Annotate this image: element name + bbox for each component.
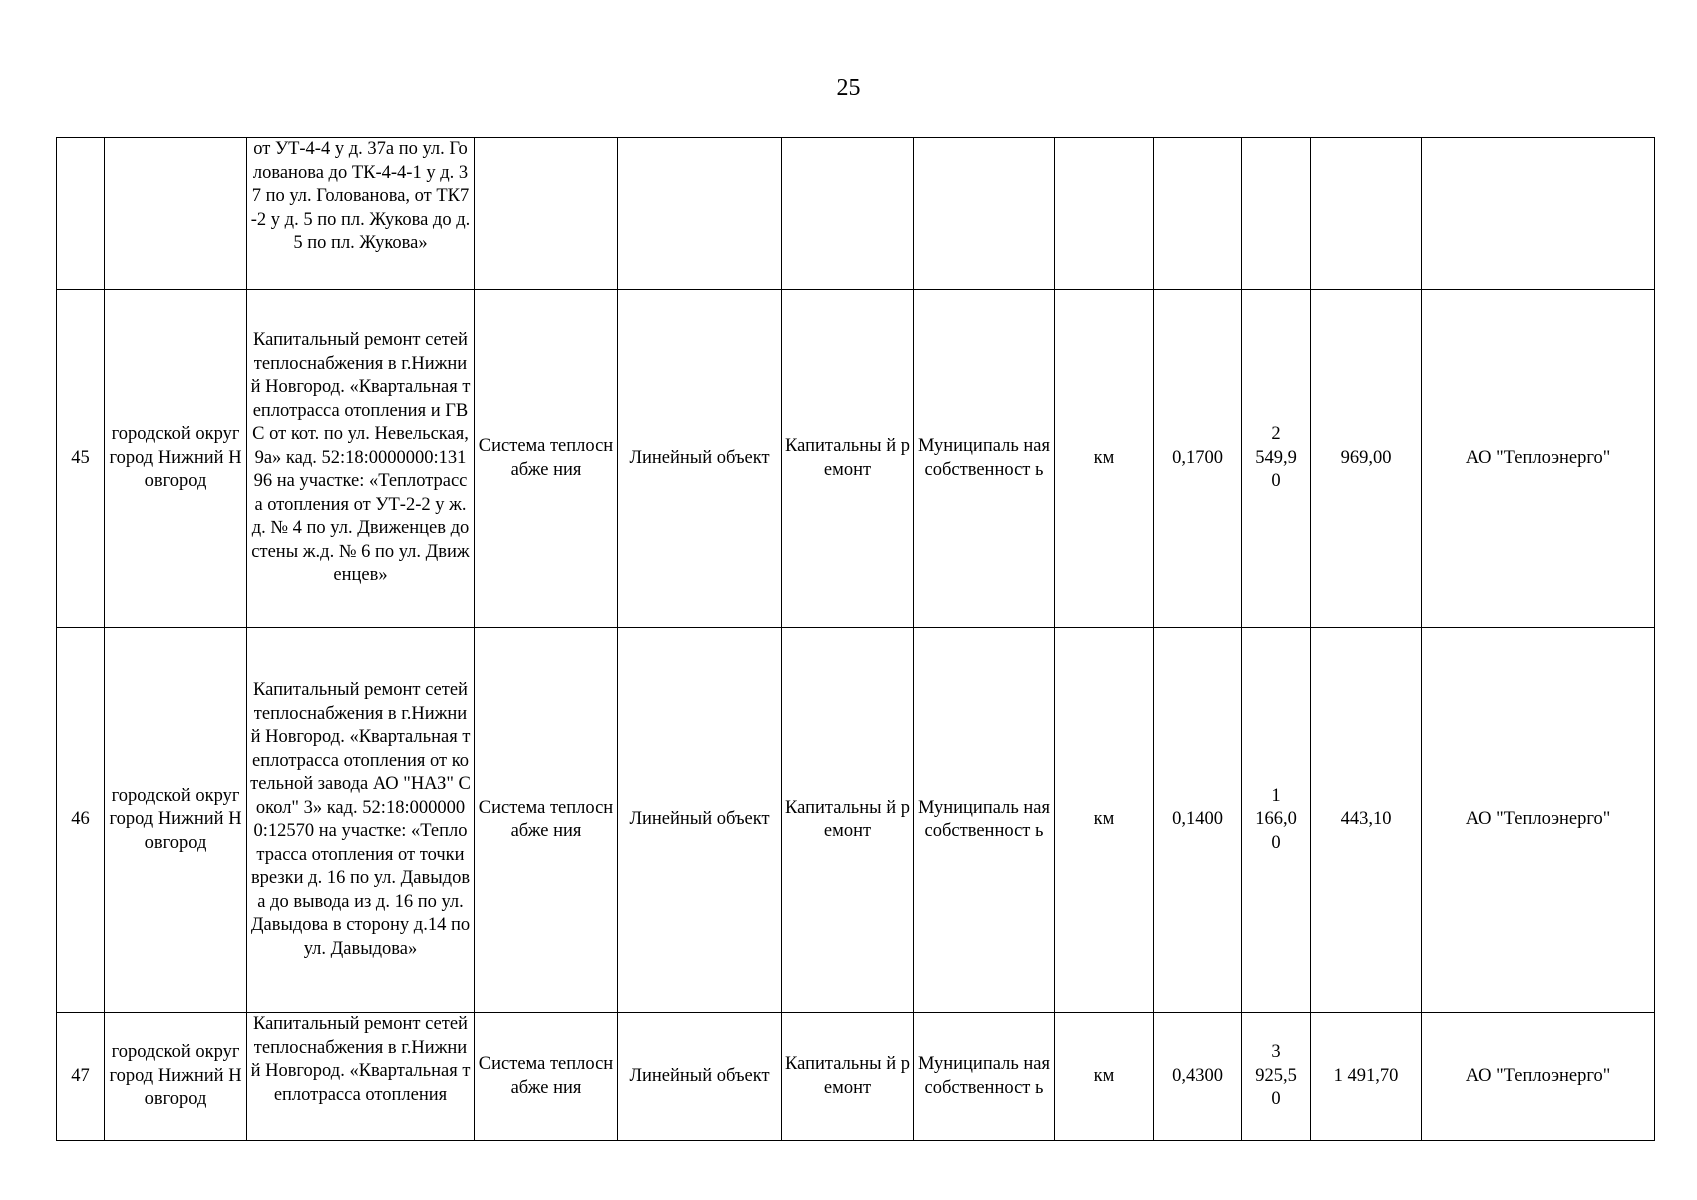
cell-cost: 2 549,9 0	[1242, 290, 1311, 628]
cell-territory: городской округ город Нижний Новгород	[105, 290, 247, 628]
cell-description: Капитальный ремонт сетей теплоснабжения в г.Нижний Новгород. «Квартальная теплотрасса отопления	[247, 1013, 475, 1141]
cell-organization: АО "Теплоэнерго"	[1422, 1013, 1655, 1141]
table-row	[57, 628, 1655, 1013]
cell-work-type: Капитальны й ремонт	[782, 1013, 914, 1141]
table-row	[57, 138, 1655, 290]
cell-system	[475, 138, 618, 290]
cell-ownership	[914, 138, 1055, 290]
cell-territory	[105, 138, 247, 290]
cell-work-type: Капитальны й ремонт	[782, 628, 914, 1013]
page-number: 25	[836, 75, 861, 101]
cell-system: Система теплоснабже ния	[475, 290, 618, 628]
cell-unit: км	[1055, 1013, 1154, 1141]
cell-cost	[1242, 138, 1311, 290]
cell-ownership: Муниципаль ная собственност ь	[914, 628, 1055, 1013]
cell-number: 47	[57, 1013, 105, 1141]
cell-description: Капитальный ремонт сетей теплоснабжения в г.Нижний Новгород. «Квартальная теплотрасса отопления и ГВС от кот. по ул. Невельская, 9а» кад. 52:18:0000000:13196 на участке: «Теплотрасса отопления от УТ-2-2 у ж.д. № 4 по ул. Движенцев до стены ж.д. № 6 по ул. Движенцев»	[247, 290, 475, 628]
cell-unit	[1055, 138, 1154, 290]
cell-organization	[1422, 138, 1655, 290]
cell-object-type: Линейный объект	[618, 628, 782, 1013]
table-row	[57, 1013, 1655, 1141]
data-table	[56, 137, 1655, 1141]
cell-length: 0,1400	[1154, 628, 1242, 1013]
cell-work-type: Капитальны й ремонт	[782, 290, 914, 628]
cell-territory: городской округ город Нижний Новгород	[105, 628, 247, 1013]
cell-organization: АО "Теплоэнерго"	[1422, 290, 1655, 628]
cell-description: от УТ-4-4 у д. 37а по ул. Голованова до ТК-4-4-1 у д. 37 по ул. Голованова, от ТК7-2 у д. 5 по пл. Жукова до д. 5 по пл. Жукова»	[247, 138, 475, 290]
cell-cost: 1 166,0 0	[1242, 628, 1311, 1013]
cell-object-type	[618, 138, 782, 290]
cell-length: 0,1700	[1154, 290, 1242, 628]
cell-object-type: Линейный объект	[618, 1013, 782, 1141]
cell-unit: км	[1055, 628, 1154, 1013]
cell-cost: 3 925,5 0	[1242, 1013, 1311, 1141]
cell-number: 46	[57, 628, 105, 1013]
cell-work-type	[782, 138, 914, 290]
cell-organization: АО "Теплоэнерго"	[1422, 628, 1655, 1013]
cell-unit: км	[1055, 290, 1154, 628]
cell-number	[57, 138, 105, 290]
cell-description: Капитальный ремонт сетей теплоснабжения в г.Нижний Новгород. «Квартальная теплотрасса отопления от котельной завода АО "НАЗ" Сокол" 3» кад. 52:18:0000000:12570 на участке: «Теплотрасса отопления от точки врезки д. 16 по ул. Давыдова до вывода из д. 16 по ул. Давыдова в сторону д.14 по ул. Давыдова»	[247, 628, 475, 1013]
cell-ownership: Муниципаль ная собственност ь	[914, 290, 1055, 628]
cell-territory: городской округ город Нижний Новгород	[105, 1013, 247, 1141]
cell-amount: 969,00	[1311, 290, 1422, 628]
cell-object-type: Линейный объект	[618, 290, 782, 628]
cell-number: 45	[57, 290, 105, 628]
cell-length: 0,4300	[1154, 1013, 1242, 1141]
cell-ownership: Муниципаль ная собственност ь	[914, 1013, 1055, 1141]
cell-system: Система теплоснабже ния	[475, 628, 618, 1013]
cell-amount: 443,10	[1311, 628, 1422, 1013]
cell-system: Система теплоснабже ния	[475, 1013, 618, 1141]
cell-amount	[1311, 138, 1422, 290]
cell-length	[1154, 138, 1242, 290]
cell-amount: 1 491,70	[1311, 1013, 1422, 1141]
table-row	[57, 290, 1655, 628]
